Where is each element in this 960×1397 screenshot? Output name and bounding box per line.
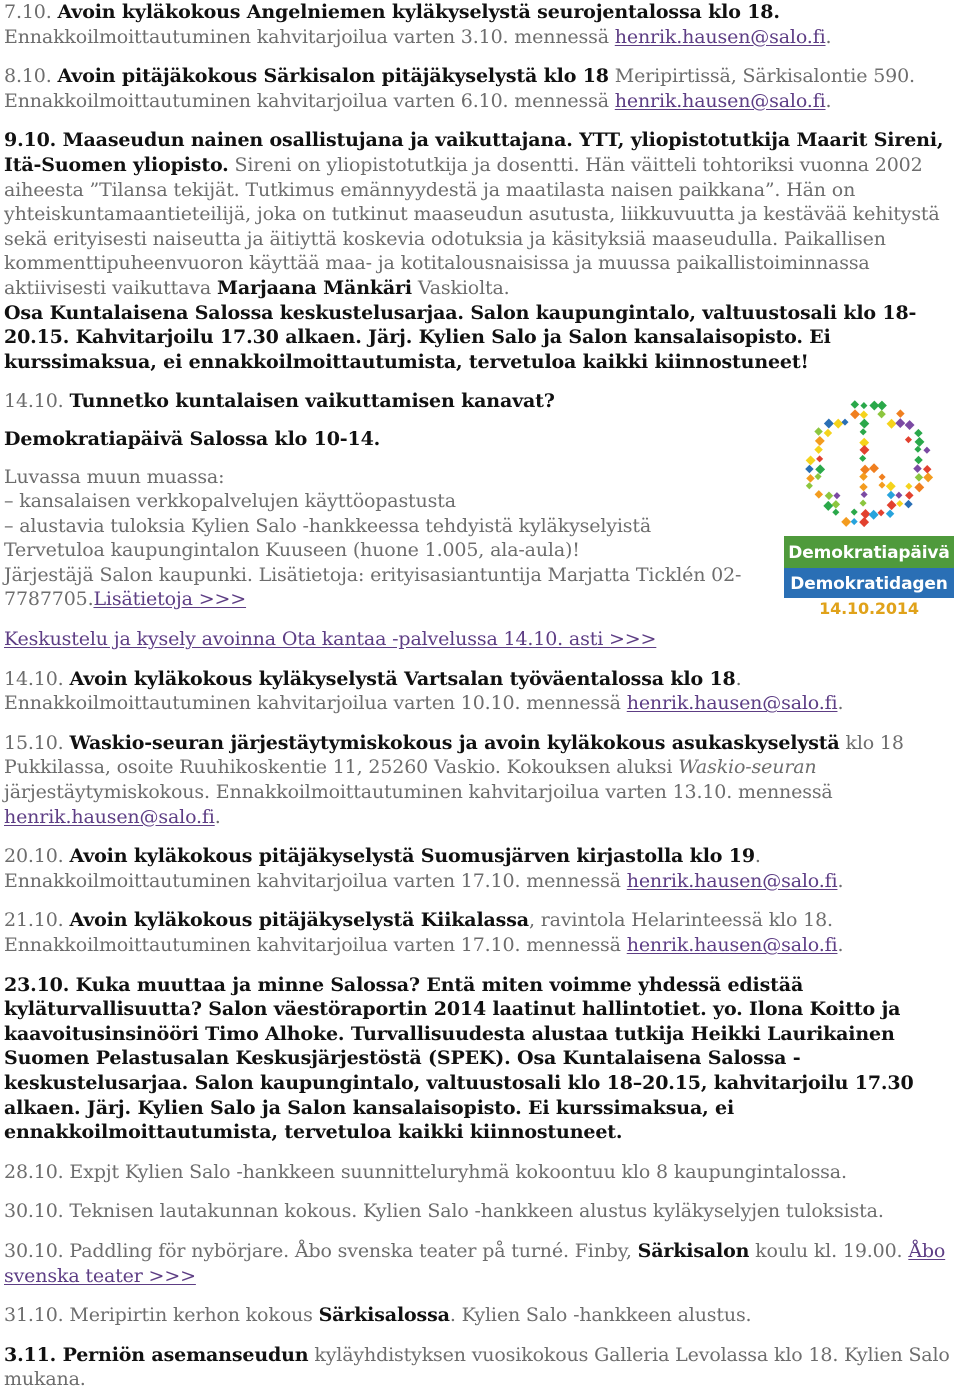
event-0710: 7.10. Avoin kyläkokous Angelniemen kyläkyselystä seurojentalossa klo 18. Ennakkoilmoittautuminen kahvitarjoilua varten 3.10. mennessä henrik.hausen@salo.fi.	[4, 1, 832, 48]
event-0311: 3.11. Perniön asemanseudun kyläyhdistyksen vuosikokous Galleria Levolassa klo 18. Kylien Salo mukana.	[4, 1343, 950, 1391]
mosaic-tile	[905, 483, 912, 490]
mosaic-tile	[825, 492, 833, 500]
mosaic-tile	[860, 428, 867, 435]
mosaic-tile	[923, 472, 933, 482]
mosaic-tile	[861, 509, 871, 519]
mosaic-tile	[859, 517, 869, 527]
email-link[interactable]: henrik.hausen@salo.fi	[614, 89, 826, 112]
mosaic-tile	[914, 446, 921, 453]
mosaic-tile	[824, 419, 834, 429]
event-1510: 15.10. Waskio-seuran järjestäytymiskokous ja avoin kyläkokous asukaskyselystä klo 18 Pukkilassa, osoite Ruuhikoskentie 11, 25260 Vaskio. Kokouksen aluksi Waskio-seuran järjestäytymiskokous. Ennakkoilmoittautuminen kahvitarjoilua varten 13.10. mennessä henrik.hausen@salo.fi.	[4, 731, 904, 828]
mosaic-tile	[887, 500, 897, 510]
mosaic-tile	[859, 419, 869, 429]
mosaic-tile	[913, 464, 921, 472]
mosaic-tile	[832, 509, 839, 516]
email-link[interactable]: henrik.hausen@salo.fi	[626, 692, 838, 715]
mosaic-tile	[886, 481, 896, 491]
mosaic-tile	[869, 510, 879, 520]
mosaic-tile	[850, 409, 860, 419]
mosaic-tile	[877, 410, 885, 418]
mosaic-tile	[895, 418, 905, 428]
mosaic-tile	[879, 473, 886, 480]
event-3010-tekninen: 30.10. Teknisen lautakunnan kokous. Kylien Salo -hankkeen alustus kyläkyselyjen tuloksista.	[4, 1200, 884, 1223]
event-1410-democracy-day: 14.10. Tunnetko kuntalaisen vaikuttamisen kanavat? Demokratiapäivä Salossa klo 10-14. Luvassa muun muassa: – kansalaisen verkkopalvelujen käyttöopastusta – alustavia tuloksia Kylien Salo -hankkeessa tehdyistä kyläkyselyistä Tervetuloa kaupungintalon Kuuseen (huone 1.005, ala-aula)! Järjestäjä Salon kaupunki. Lisätietoja: erityisasiantuntija Marjatta Ticklén 02-7787705.Lisätietoja >>>	[4, 390, 742, 611]
mosaic-tile	[806, 455, 816, 465]
mosaic-tile	[851, 400, 859, 408]
ota-kantaa-link[interactable]: Keskustelu ja kysely avoinna Ota kantaa -palvelussa 14.10. asti >>>	[4, 628, 657, 651]
mosaic-tile	[896, 500, 903, 507]
mosaic-tile	[860, 410, 868, 418]
event-3110: 31.10. Meripirtin kerhon kokous Särkisalossa. Kylien Salo -hankkeen alustus.	[4, 1304, 752, 1327]
email-link[interactable]: henrik.hausen@salo.fi	[4, 805, 215, 828]
mosaic-tile	[923, 447, 930, 454]
mosaic-tile	[869, 463, 879, 473]
event-2110: 21.10. Avoin kyläkokous pitäjäkyselystä Kiikalassa, ravintola Helarinteessä klo 18. Ennakkoilmoittautuminen kahvitarjoilua varten 17.10. mennessä henrik.hausen@salo.fi.	[4, 909, 844, 956]
logo-line1: Demokratiapäivä	[788, 543, 950, 563]
mosaic-tile	[851, 518, 858, 525]
more-info-link[interactable]: Lisätietoja >>>	[93, 588, 247, 611]
email-link[interactable]: henrik.hausen@salo.fi	[614, 25, 826, 48]
mosaic-tile	[914, 429, 922, 437]
logo-line2: Demokratidagen	[790, 574, 948, 594]
mosaic-tile	[886, 510, 894, 518]
mosaic-tile	[859, 472, 867, 480]
mosaic-tile	[896, 409, 904, 417]
mosaic-tile	[878, 482, 885, 489]
event-1410-vartsala: 14.10. Avoin kyläkokous kyläkyselystä Vartsalan työväentalossa klo 18. Ennakkoilmoittautuminen kahvitarjoilua varten 10.10. mennessä henrik.hausen@salo.fi.	[4, 667, 844, 715]
mosaic-tile	[859, 483, 867, 491]
mosaic-tile	[824, 429, 832, 437]
mosaic-tile	[905, 491, 913, 499]
mosaic-tile	[841, 419, 848, 426]
ota-kantaa-line	[4, 627, 956, 652]
mosaic-tile	[861, 491, 868, 498]
mosaic-tile	[815, 490, 823, 498]
mosaic-tile	[904, 500, 912, 508]
mosaic-tile	[815, 436, 825, 446]
mosaic-tile	[814, 445, 822, 453]
mosaic-tile	[905, 436, 912, 443]
mosaic-tile	[860, 465, 870, 475]
mosaic-tile	[823, 501, 833, 511]
mosaic-tile	[833, 492, 840, 499]
mosaic-tile	[815, 464, 825, 474]
event-2010: 20.10. Avoin kyläkokous pitäjäkyselystä Suomusjärven kirjastolla klo 19. Ennakkoilmoittautuminen kahvitarjoilua varten 17.10. mennessä henrik.hausen@salo.fi.	[4, 845, 844, 892]
mosaic-tile	[915, 473, 923, 481]
mosaic-tile	[914, 456, 922, 464]
mosaic-tile	[905, 420, 915, 430]
mosaic-tile	[815, 473, 822, 480]
mosaic-tile	[887, 419, 897, 429]
logo-date: 14.10.2014	[819, 599, 919, 618]
email-link[interactable]: henrik.hausen@salo.fi	[626, 934, 838, 956]
mosaic-tile	[860, 445, 870, 455]
event-2810: 28.10. Expjt Kylien Salo -hankkeen suunnitteluryhmä kokoontuu klo 8 kaupungintalossa.	[4, 1160, 847, 1183]
event-3010-paddling: 30.10. Paddling för nybörjare. Åbo svenska teater på turné. Finby, Särkisalon koulu kl. 19.00. Åbo svenska teater >>>	[4, 1239, 946, 1287]
mosaic-tile	[806, 474, 814, 482]
event-0910: 9.10. Maaseudun nainen osallistujana ja vaikuttajana. YTT, yliopistotutkija Maarit Sireni, Itä-Suomen yliopisto. Sireni on yliopistotutkija ja dosentti. Hän väitteli tohtoriksi vuonna 2002 aiheesta ”Tilansa tekijät. Tutkimus emännyydestä ja maatilasta naisen paikkana”. Hän on yhteiskuntamaantieteilijä, joka on tutkinut maaseudun asutusta, liikkuvuutta ja kestävää kehitystä sekä erityisesti naiseutta ja äitiyttä koskevia odotuksia ja käsityksiä maaseudulla. Paikallisen kommenttipuheenvuoron käyttää maa- ja kotitalousnaisissa ja muussa paikallistoiminnassa aktiivisesti vaikuttava Marjaana Mänkäri Vaskiolta. Osa Kuntalaisena Salossa keskustelusarjaa. Salon kaupungintalo, valtuustosali klo 18-20.15. Kahvitarjoilu 17.30 alkaen. Järj. Kylien Salo ja Salon kansalaisopisto. Ei kurssimaksua, ei ennakkoilmoittautumista, tervetuloa kaikki kiinnostuneet!	[4, 129, 944, 373]
mosaic-tile	[860, 402, 867, 409]
mosaic-tile	[859, 455, 866, 462]
event-2310: 23.10. Kuka muuttaa ja minne Salossa? Entä miten voimme yhdessä edistää kyläturvallisuutta? Salon väestöraportin 2014 laatinut hallintotiet. yo. Ilona Koitto ja kaavoitusinsinööri Timo Alhoke. Turvallisuudesta alustaa tutkija Heikki Laurikainen Suomen Pelastusalan Keskusjärjestöstä (SPEK). Osa Kuntalaisena Salossa -keskustelusarjaa. Salon kaupungintalo, valtuustosali klo 18–20.15, kahvitarjoilu 17.30 alkaen. Järj. Kylien Salo ja Salon kansalaisopisto. Ei kurssimaksua, ei ennakkoilmoittautumista, tervetuloa kaikki kiinnostuneet.	[4, 973, 914, 1144]
mosaic-tile	[915, 437, 925, 447]
email-link[interactable]: henrik.hausen@salo.fi	[626, 869, 838, 892]
event-0810: 8.10. Avoin pitäjäkokous Särkisalon pitäjäkyselystä klo 18 Meripirtissä, Särkisalontie 590. Ennakkoilmoittautuminen kahvitarjoilua varten 6.10. mennessä henrik.hausen@salo.fi.	[4, 65, 915, 112]
mosaic-tile	[833, 419, 843, 429]
mosaic-tile	[814, 427, 822, 435]
mosaic-tile	[816, 455, 823, 462]
mosaic-tile	[914, 482, 924, 492]
mosaic-tile	[832, 500, 840, 508]
peace-sign-mosaic	[805, 400, 933, 527]
mosaic-tile	[895, 492, 902, 499]
mosaic-tile	[841, 517, 851, 527]
mosaic-tile	[887, 491, 895, 499]
mosaic-tile	[860, 500, 867, 507]
mosaic-tile	[877, 401, 887, 411]
abo-svenska-teater-link[interactable]: Åbo svenska teater >>>	[4, 1239, 946, 1287]
mosaic-tile	[923, 465, 931, 473]
mosaic-tile	[806, 482, 813, 489]
mosaic-tile	[805, 465, 813, 473]
mosaic-tile	[878, 509, 885, 516]
mosaic-tile	[851, 509, 858, 516]
democracy-day-logo	[776, 388, 960, 620]
